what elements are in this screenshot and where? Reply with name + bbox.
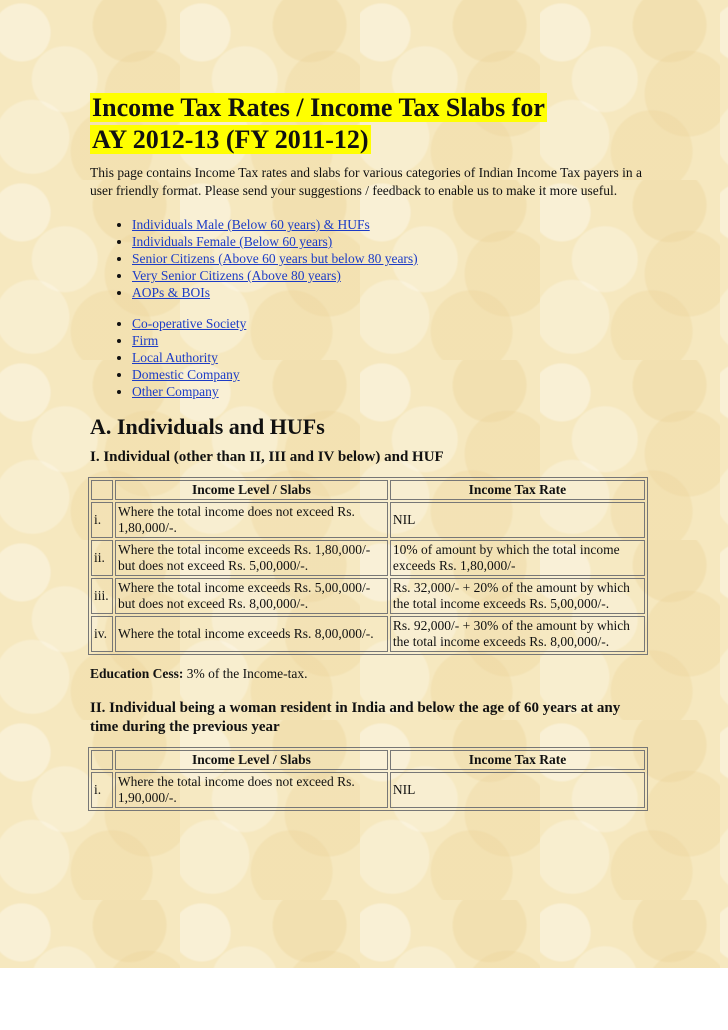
document-content: [90, 92, 645, 811]
tax-slab-table-1: [88, 477, 648, 655]
income-level-cell: Where the total income does not exceed Rs. 1,80,000/-.: [115, 502, 388, 538]
tax-slab-table-2: [88, 747, 648, 811]
link-co-operative-society[interactable]: Co-operative Society: [132, 316, 247, 331]
list-item: [132, 216, 645, 233]
section-i-title: I. Individual (other than II, III and IV below) and HUF: [90, 449, 444, 465]
list-item: [132, 366, 645, 383]
list-item: [132, 332, 645, 349]
list-item: [132, 250, 645, 267]
list-item: [132, 383, 645, 400]
table-header-income-tax-rate: Income Tax Rate: [390, 480, 645, 500]
education-cess-note: [90, 665, 645, 683]
table-header-income-tax-rate: Income Tax Rate: [390, 750, 645, 770]
list-item: [132, 349, 645, 366]
income-tax-rate-cell: 10% of amount by which the total income exceeds Rs. 1,80,000/-: [390, 540, 645, 576]
section-ii-title: II. Individual being a woman resident in India and below the age of 60 years at any time during the previous year: [90, 700, 621, 735]
list-item: [132, 233, 645, 250]
link-individuals-female[interactable]: Individuals Female (Below 60 years): [132, 234, 333, 249]
table-row: [91, 540, 645, 576]
link-firm[interactable]: Firm: [132, 333, 159, 348]
income-level-cell: Where the total income exceeds Rs. 5,00,000/- but does not exceed Rs. 8,00,000/-.: [115, 578, 388, 614]
link-other-company[interactable]: Other Company: [132, 384, 219, 399]
list-item: [132, 315, 645, 332]
page-bottom-strip: [0, 968, 728, 1030]
table-row: [91, 578, 645, 614]
table-header-row: [91, 480, 645, 500]
table-row: [91, 616, 645, 652]
intro-paragraph: This page contains Income Tax rates and slabs for various categories of Indian Income Tax payers in a user friendly format. Please send your suggestions / feedback to enable us to make it more useful.: [90, 165, 643, 198]
row-number: iv.: [91, 616, 113, 652]
income-tax-rate-cell: Rs. 32,000/- + 20% of the amount by which the total income exceeds Rs. 5,00,000/-.: [390, 578, 645, 614]
table-row: [91, 502, 645, 538]
page-title: [90, 92, 645, 156]
table-header-row: [91, 750, 645, 770]
income-level-cell: Where the total income exceeds Rs. 1,80,000/- but does not exceed Rs. 5,00,000/-.: [115, 540, 388, 576]
row-number: ii.: [91, 540, 113, 576]
education-cess-value: 3% of the Income-tax.: [186, 666, 308, 681]
income-level-cell: Where the total income exceeds Rs. 8,00,000/-.: [115, 616, 388, 652]
link-very-senior-citizens[interactable]: Very Senior Citizens (Above 80 years): [132, 268, 341, 283]
list-item: [132, 284, 645, 301]
title-line-2: AY 2012-13 (FY 2011-12): [92, 125, 369, 154]
category-links-group-1: [90, 216, 645, 301]
link-domestic-company[interactable]: Domestic Company: [132, 367, 240, 382]
table-header-income-level: Income Level / Slabs: [115, 750, 388, 770]
link-aops-bois[interactable]: AOPs & BOIs: [132, 285, 211, 300]
link-senior-citizens[interactable]: Senior Citizens (Above 60 years but below 80 years): [132, 251, 418, 266]
table-header-income-level: Income Level / Slabs: [115, 480, 388, 500]
income-tax-rate-cell: Rs. 92,000/- + 30% of the amount by which the total income exceeds Rs. 8,00,000/-.: [390, 616, 645, 652]
table-row: [91, 772, 645, 808]
category-links-group-2: [90, 315, 645, 400]
table-header-empty: [91, 480, 113, 500]
list-item: [132, 267, 645, 284]
income-tax-rate-cell: NIL: [390, 772, 645, 808]
title-line-1: Income Tax Rates / Income Tax Slabs for: [92, 93, 545, 122]
row-number: i.: [91, 502, 113, 538]
education-cess-label: Education Cess:: [90, 666, 184, 681]
section-a-title: A. Individuals and HUFs: [90, 414, 325, 439]
link-local-authority[interactable]: Local Authority: [132, 350, 218, 365]
row-number: iii.: [91, 578, 113, 614]
income-tax-rate-cell: NIL: [390, 502, 645, 538]
row-number: i.: [91, 772, 113, 808]
link-individuals-male-hufs[interactable]: Individuals Male (Below 60 years) & HUFs: [132, 217, 370, 232]
income-level-cell: Where the total income does not exceed Rs. 1,90,000/-.: [115, 772, 388, 808]
table-header-empty: [91, 750, 113, 770]
